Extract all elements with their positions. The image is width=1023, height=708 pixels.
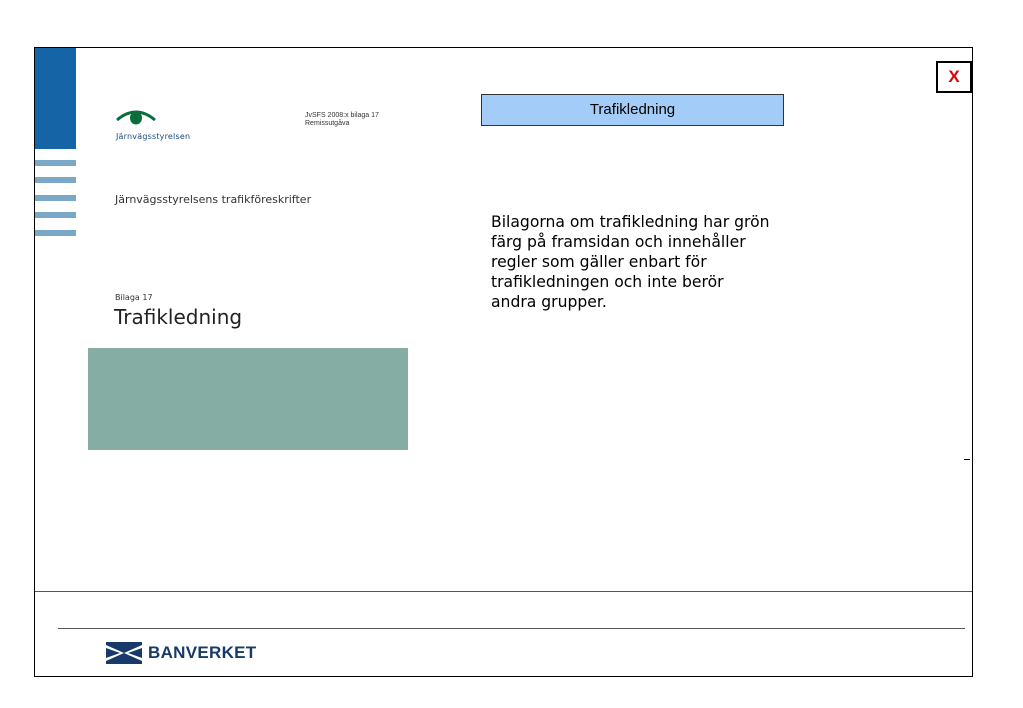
document-subtitle: Järnvägsstyrelsens trafikföreskrifter bbox=[115, 193, 312, 206]
accent-stripe bbox=[35, 177, 76, 183]
reference-line: Remissutgåva bbox=[305, 120, 350, 127]
document-reference bbox=[305, 112, 379, 128]
accent-stripe bbox=[35, 160, 76, 166]
minimize-mark bbox=[964, 459, 970, 460]
slide-body-text bbox=[491, 212, 851, 312]
cover-color-block bbox=[88, 348, 408, 450]
reference-line: JvSFS 2008:x bilaga 17 bbox=[305, 112, 379, 119]
accent-stripe bbox=[35, 230, 76, 236]
document-accent-bar bbox=[35, 48, 76, 149]
body-line: regler som gäller enbart för bbox=[491, 253, 707, 271]
banverket-logo-icon bbox=[106, 642, 142, 664]
document-heading: Trafikledning bbox=[114, 305, 243, 329]
eye-logo-icon bbox=[116, 106, 156, 126]
logo-text: Järnvägsstyrelsen bbox=[116, 132, 191, 141]
document-bilaga-label: Bilaga 17 bbox=[115, 293, 153, 302]
body-line: trafikledningen och inte berör bbox=[491, 273, 724, 291]
body-line: andra grupper. bbox=[491, 293, 607, 311]
close-button[interactable]: X bbox=[936, 61, 972, 93]
body-line: Bilagorna om trafikledning har grön bbox=[491, 213, 770, 231]
slide-title: Trafikledning bbox=[481, 94, 784, 126]
body-line: färg på framsidan och innehåller bbox=[491, 233, 746, 251]
accent-stripe bbox=[35, 195, 76, 201]
footer-brand: BANVERKET bbox=[148, 643, 257, 662]
accent-stripe bbox=[35, 212, 76, 218]
divider bbox=[35, 591, 972, 592]
divider bbox=[58, 628, 965, 629]
